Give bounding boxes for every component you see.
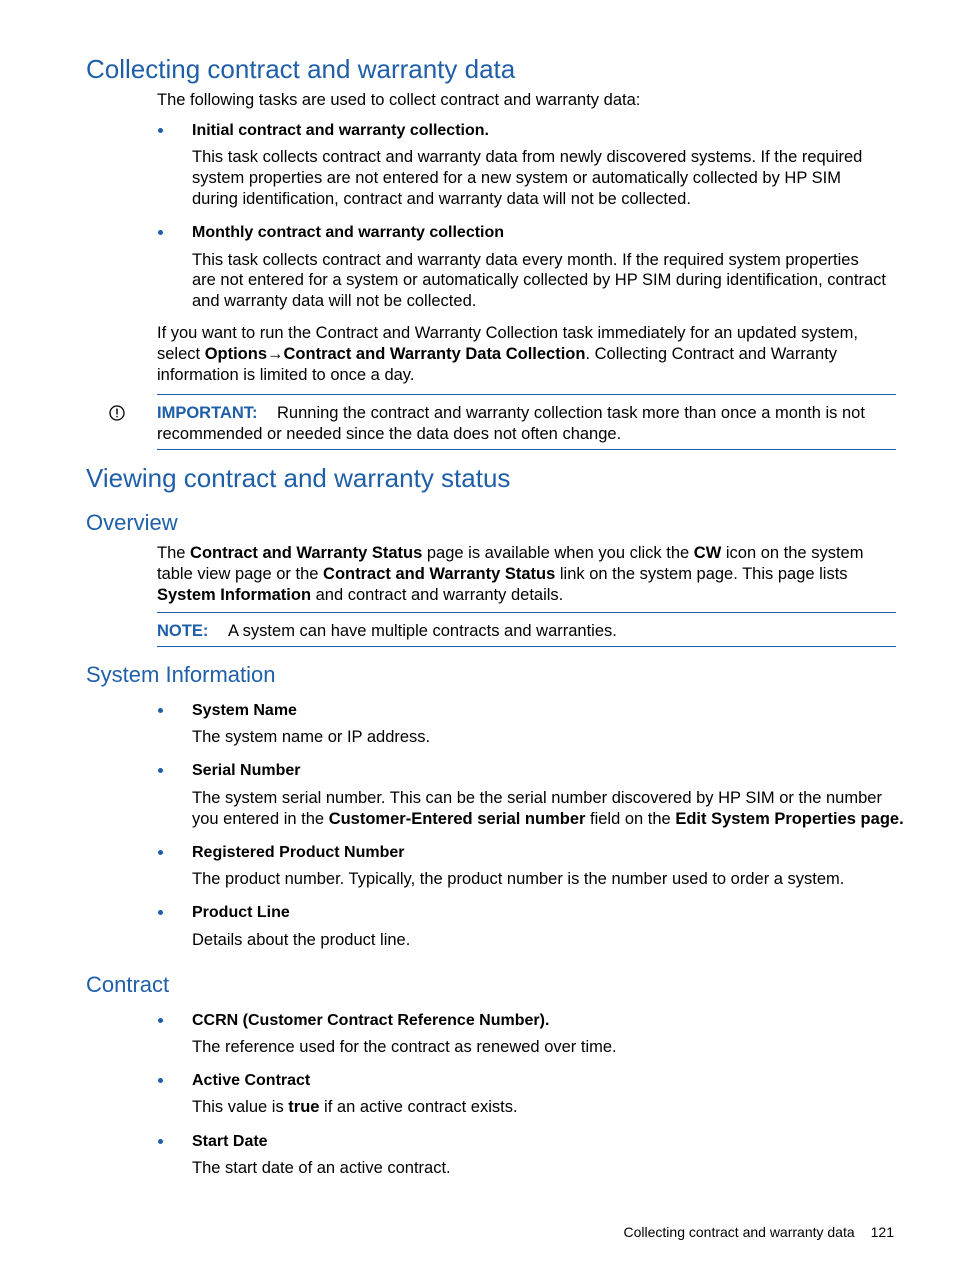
intro-text: The following tasks are used to collect contract and warranty data: [157, 91, 641, 109]
item-title-start-date: Start Date [192, 1133, 268, 1150]
item-desc-line: The product number. Typically, the product number is the number used to order a system. [192, 870, 845, 888]
heading-system-information: System Information [86, 662, 276, 687]
heading-viewing: Viewing contract and warranty status [86, 463, 511, 493]
item-desc-line: Details about the product line. [192, 931, 411, 949]
note-text: A system can have multiple contracts and warranties. [228, 622, 617, 640]
important-top-rule [157, 394, 896, 395]
menu-cw-data-collection: Contract and Warranty Data Collection [283, 345, 586, 363]
bullet [158, 902, 170, 923]
page-footer [624, 1223, 894, 1241]
item-title-active-contract: Active Contract [192, 1072, 311, 1089]
important-bottom-rule [157, 449, 896, 450]
overview-line: table view page or the Contract and Warranty Status link on the system page. This page lists [157, 565, 848, 583]
note-bottom-rule [157, 646, 896, 647]
bullet [158, 1010, 170, 1031]
para-line: information is limited to once a day. [157, 366, 415, 384]
item-desc-line: The reference used for the contract as renewed over time. [192, 1038, 617, 1056]
bullet [158, 842, 170, 863]
arrow-icon: → [267, 345, 284, 363]
item-desc-line: system properties are not entered for a new system or automatically collected by HP SIM [192, 169, 841, 187]
item-desc-line: This task collects contract and warranty data from newly discovered systems. If the required [192, 148, 863, 166]
item-desc-line: are not entered for a system or automatically collected by HP SIM during identification, contract [192, 271, 886, 289]
heading-overview: Overview [86, 510, 178, 535]
page-number: 121 [870, 1224, 894, 1240]
item-desc-line: This value is true if an active contract exists. [192, 1098, 518, 1116]
item-desc-line: This task collects contract and warranty data every month. If the required system properties [192, 251, 859, 269]
item-title-initial: Initial contract and warranty collection. [192, 122, 489, 139]
item-title-system-name: System Name [192, 702, 297, 719]
para-line: select Options→Contract and Warranty Data Collection. Collecting Contract and Warranty [157, 345, 838, 363]
bullet [158, 222, 170, 243]
item-title-serial-number: Serial Number [192, 762, 301, 779]
important-label: IMPORTANT: [157, 404, 258, 422]
bullet [158, 760, 170, 781]
menu-options: Options [204, 345, 268, 363]
item-title-ccrn: CCRN (Customer Contract Reference Number). [192, 1012, 550, 1029]
item-desc-line: during identification, contract and warranty data will not be collected. [192, 190, 691, 208]
bullet [158, 1131, 170, 1152]
item-desc-line: The system serial number. This can be the serial number discovered by HP SIM or the number [192, 789, 882, 807]
note-top-rule [157, 612, 896, 613]
footer-section-title: Collecting contract and warranty data [623, 1224, 855, 1240]
item-title-product-line: Product Line [192, 904, 290, 921]
para-line: If you want to run the Contract and Warranty Collection task immediately for an updated system, [157, 324, 858, 342]
bullet [158, 1070, 170, 1091]
item-desc-line: you entered in the Customer-Entered serial number field on the Edit System Properties page. [192, 810, 904, 828]
item-desc-line: The start date of an active contract. [192, 1159, 451, 1177]
important-text: recommended or needed since the data does not often change. [157, 425, 622, 443]
bullet [158, 120, 170, 141]
heading-collecting: Collecting contract and warranty data [86, 54, 516, 84]
item-desc-line: and warranty data will not be collected. [192, 292, 477, 310]
important-circle-icon [108, 404, 126, 422]
note-label: NOTE: [157, 622, 209, 640]
overview-line: The Contract and Warranty Status page is available when you click the CW icon on the system [157, 544, 864, 562]
heading-contract: Contract [86, 972, 170, 997]
item-title-registered-product-number: Registered Product Number [192, 844, 405, 861]
bullet [158, 700, 170, 721]
item-desc-line: The system name or IP address. [192, 728, 431, 746]
important-text: Running the contract and warranty collection task more than once a month is not [277, 404, 865, 422]
item-title-monthly: Monthly contract and warranty collection [192, 224, 505, 241]
overview-line: System Information and contract and warranty details. [157, 586, 564, 604]
